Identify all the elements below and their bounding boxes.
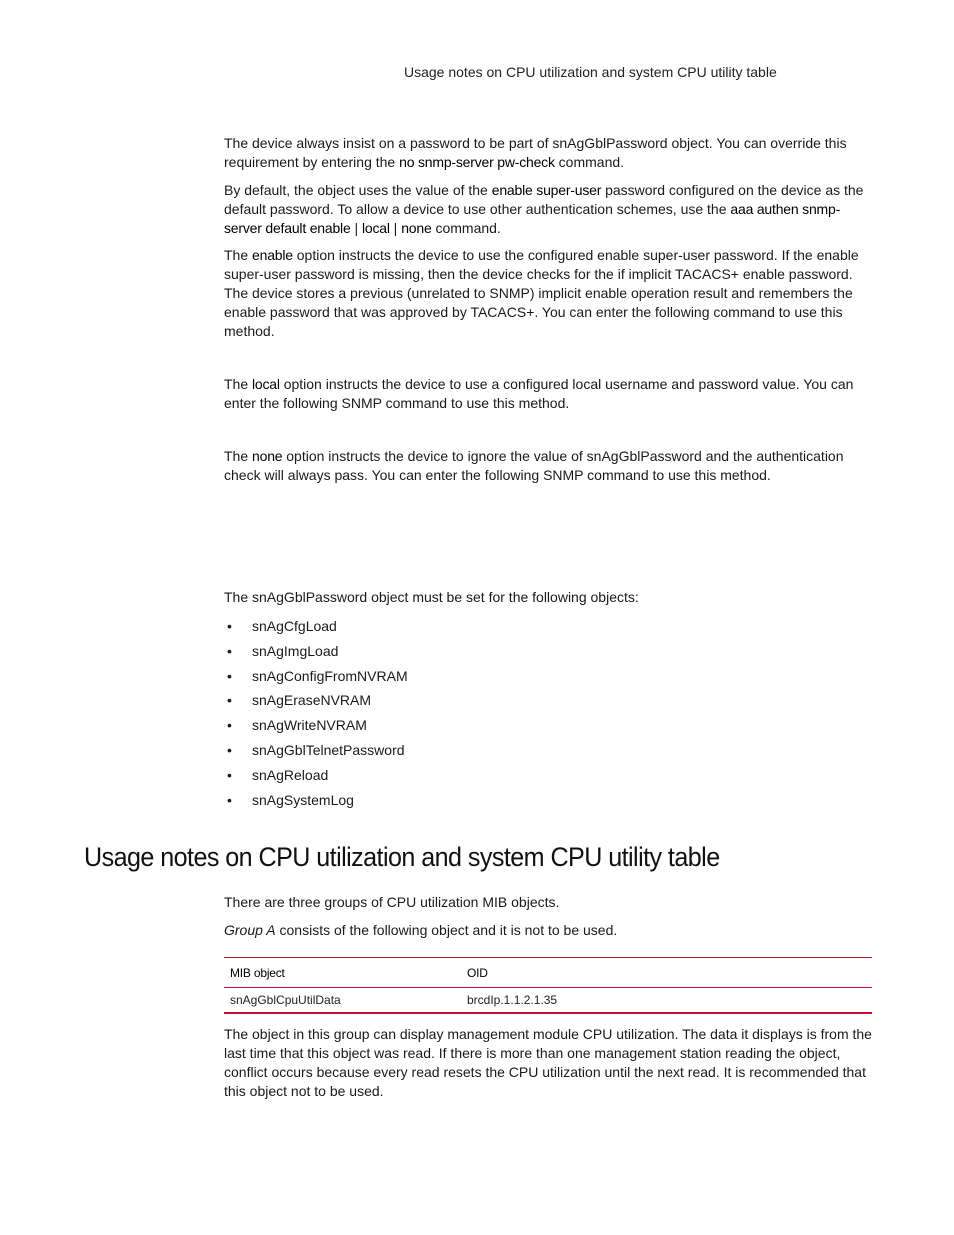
list-item: [224, 765, 824, 790]
text: option instructs the device to use the configured enable super-user password. If the enable super-user password is missing, then the device checks for the if implicit TACACS+ enable password. The device stores a previous (unrelated to SNMP) implicit enable operation result and remembers the enable password that was approved by TACACS+. You can enter the following command to use this method.: [224, 247, 859, 339]
list-item: [224, 740, 824, 765]
bullet-icon: •: [227, 667, 232, 684]
paragraph-local-option: [224, 375, 872, 413]
text: command.: [554, 154, 625, 170]
text: The: [224, 376, 253, 392]
text: There are three groups of CPU utilization MIB objects.: [224, 894, 560, 910]
command-no-snmp-server-pw-check: no snmp-server pw-check: [399, 154, 555, 170]
command-local: local: [361, 220, 390, 236]
list-item-label: snAgConfigFromNVRAM: [252, 667, 408, 684]
bullet-icon: •: [227, 717, 232, 734]
paragraph-pw-check: [224, 134, 872, 172]
command-enable: enable: [252, 247, 293, 263]
list-item: [224, 715, 824, 740]
list-item-label: snAgReload: [252, 766, 329, 783]
list-item-label: snAgCfgLoad: [252, 618, 337, 634]
paragraph-group-a-description: [224, 1025, 872, 1101]
mib-object-table: [224, 957, 872, 1014]
command-none: none: [252, 448, 283, 464]
object-list: [224, 616, 824, 814]
text: The object in this group can display management module CPU utilization. The data it displays is from the last time that this object was read. If there is more than one management station reading the object, conflict occurs because every read resets the CPU utilization until the next read. It is recommended that this object not to be used.: [224, 1026, 872, 1099]
text: The: [224, 448, 253, 464]
list-item-label: snAgWriteNVRAM: [252, 717, 367, 734]
text: By default, the object uses the value of the: [224, 182, 492, 198]
text: option instructs the device to use a configured local username and password value. You can enter the following SNMP command to use this method.: [224, 376, 854, 411]
table-header-row: [224, 958, 872, 988]
text: The device always insist on a password to be part of snAgGblPassword object. You can override this requirement by entering the: [224, 135, 847, 170]
separator: |: [350, 220, 362, 236]
text: The snAgGblPassword object must be set for the following objects:: [224, 589, 639, 605]
text: command.: [431, 220, 501, 236]
list-item-label: snAgEraseNVRAM: [252, 692, 372, 709]
command-aaa-authen: aaa authen snmp-server default enable: [224, 201, 841, 236]
table-cell-mib-object: snAgGblCpuUtilData: [224, 988, 461, 1014]
text: password configured on the device as the default password. To allow a device to use other authentication schemes, use the: [224, 182, 864, 217]
command-none: none: [401, 220, 432, 236]
table-cell-oid: brcdIp.1.1.2.1.35: [461, 988, 872, 1014]
list-item-label: snAgImgLoad: [252, 642, 339, 659]
bullet-icon: •: [227, 642, 232, 659]
column-header-oid: OID: [461, 958, 872, 988]
list-item: [224, 790, 824, 815]
bullet-icon: •: [227, 766, 232, 783]
list-item: [224, 616, 824, 641]
list-item: [224, 666, 824, 691]
paragraph-none-option: [224, 447, 872, 485]
text: consists of the following object and it is not to be used.: [275, 922, 618, 938]
paragraph-three-groups: [224, 893, 872, 912]
list-item-label: snAgSystemLog: [252, 791, 354, 808]
text: option instructs the device to ignore the value of snAgGblPassword and the authentication check will always pass. You can enter the following SNMP command to use this method.: [224, 448, 844, 483]
table-row: [224, 988, 872, 1014]
running-header: Usage notes on CPU utilization and system CPU utility table: [404, 64, 777, 80]
list-item: [224, 641, 824, 666]
bullet-icon: •: [227, 618, 232, 634]
command-enable-super-user: enable super-user: [491, 182, 602, 198]
paragraph-enable-option: [224, 246, 872, 341]
group-a-label: Group A: [224, 922, 276, 938]
text: The: [224, 247, 253, 263]
column-header-mib-object: MIB object: [224, 958, 461, 988]
section-heading: Usage notes on CPU utilization and system CPU utility table: [84, 842, 720, 872]
bullet-icon: •: [227, 741, 232, 758]
paragraph-group-a: [224, 921, 872, 940]
paragraph-objects-intro: [224, 588, 872, 607]
separator: |: [389, 220, 402, 236]
bullet-icon: •: [227, 692, 232, 709]
bullet-icon: •: [227, 791, 232, 808]
list-item-label: snAgGblTelnetPassword: [252, 741, 405, 758]
list-item: [224, 690, 824, 715]
paragraph-default-password: [224, 181, 872, 238]
command-local: local: [252, 376, 280, 392]
